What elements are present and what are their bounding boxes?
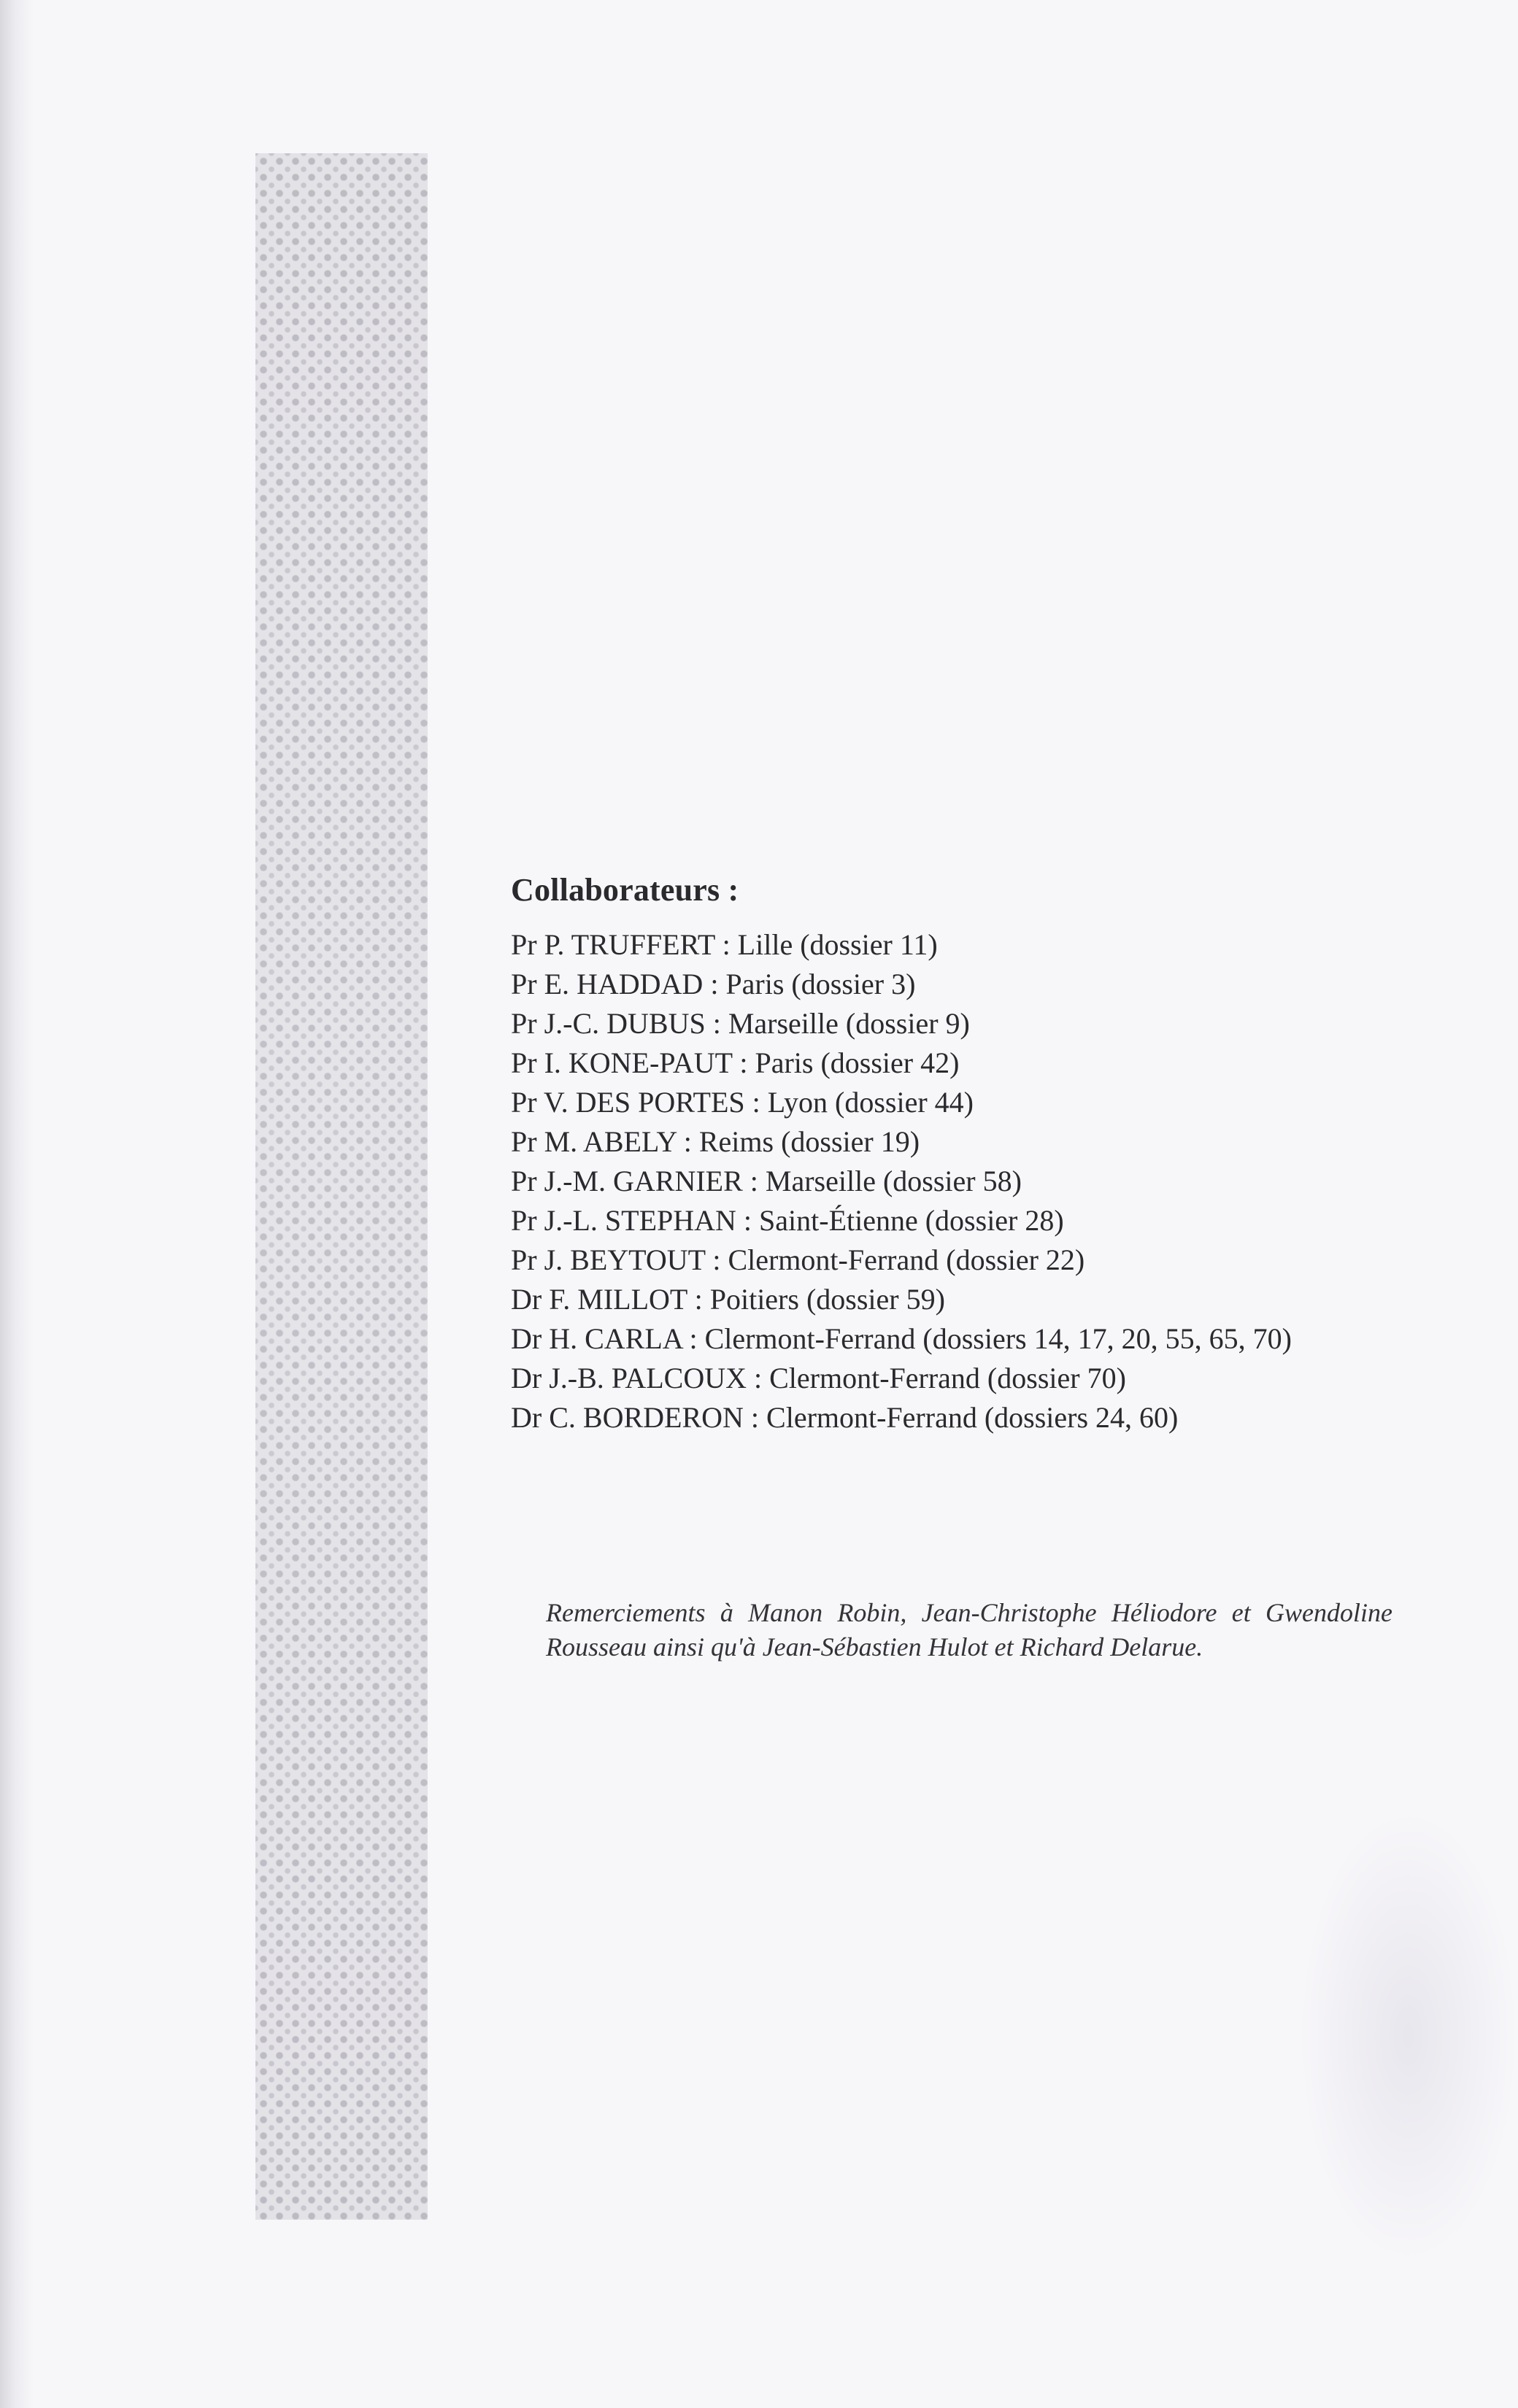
collaborator-entry: Dr C. BORDERON : Clermont-Ferrand (dossiers 24, 60) (511, 1401, 1179, 1434)
collaborator-entry: Dr J.-B. PALCOUX : Clermont-Ferrand (dossier 70) (511, 1362, 1126, 1394)
collaborators-list (511, 925, 1460, 1438)
page-binding-edge (0, 0, 34, 2408)
collaborator-entry: Pr E. HADDAD : Paris (dossier 3) (511, 968, 916, 1000)
collaborator-entry: Pr J.-L. STEPHAN : Saint-Étienne (dossier 28) (511, 1204, 1064, 1237)
collaborator-entry: Pr P. TRUFFERT : Lille (dossier 11) (511, 928, 938, 961)
collaborator-entry: Dr H. CARLA : Clermont-Ferrand (dossiers 14, 17, 20, 55, 65, 70) (511, 1322, 1292, 1355)
paper-shading (1299, 1810, 1518, 2262)
collaborator-entry: Pr I. KONE-PAUT : Paris (dossier 42) (511, 1046, 960, 1079)
collaborator-entry: Pr J. BEYTOUT : Clermont-Ferrand (dossier 22) (511, 1243, 1085, 1276)
collaborators-section (511, 870, 1460, 1438)
collaborators-heading: Collaborateurs : (511, 872, 739, 908)
collaborator-entry: Dr F. MILLOT : Poitiers (dossier 59) (511, 1283, 945, 1316)
acknowledgements-paragraph: Remerciements à Manon Robin, Jean-Christophe Héliodore et Gwendoline Rousseau ainsi qu'à Jean-Sébastien Hulot et Richard Delarue. (546, 1598, 1392, 1662)
collaborator-entry: Pr J.-C. DUBUS : Marseille (dossier 9) (511, 1007, 970, 1040)
collaborator-entry: Pr M. ABELY : Reims (dossier 19) (511, 1125, 920, 1158)
collaborator-entry: Pr V. DES PORTES : Lyon (dossier 44) (511, 1086, 974, 1119)
decorative-halftone-band (255, 153, 428, 2220)
collaborator-entry: Pr J.-M. GARNIER : Marseille (dossier 58) (511, 1165, 1022, 1197)
